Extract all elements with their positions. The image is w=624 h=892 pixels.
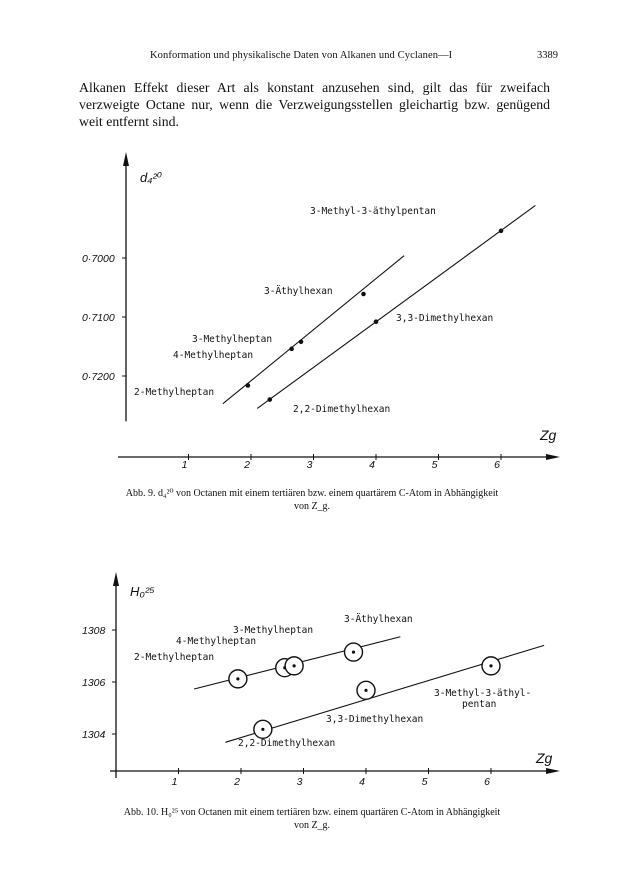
x-tick-label: 4 (369, 459, 375, 471)
regression-line (257, 205, 535, 408)
body-text: Alkanen Effekt dieser Art als konstant anzusehen sind, gilt das für zweifach verzweigte Octane nur, wenn die Verzweigungsstellen gleichartig bzw. genügend weit entfernt sind. (79, 80, 550, 129)
x-tick-label: 3 (296, 776, 303, 788)
point-label: 2,2-Dimethylhexan (238, 738, 336, 749)
y-axis-arrow (113, 572, 119, 586)
point-label: 3,3-Dimethylhexan (396, 313, 494, 324)
page-number: 3389 (537, 50, 558, 61)
x-tick-label: 5 (431, 459, 438, 471)
running-title: Konformation und physikalische Daten von Alkanen und Cyclanen—I (150, 50, 453, 61)
y-tick-label: 0·7200 (82, 371, 115, 383)
y-axis-label: H₀²⁵ (130, 584, 155, 599)
x-axis-label: Zg (536, 750, 553, 766)
data-point (261, 728, 264, 731)
x-tick-label: 6 (494, 459, 500, 471)
figure-10-caption (0, 806, 624, 832)
point-label: 2,2-Dimethylhexan (293, 404, 391, 415)
data-point (374, 319, 379, 324)
y-tick-label: 0·7100 (82, 312, 115, 324)
x-tick-label: 3 (306, 459, 313, 471)
figure-9-caption (0, 487, 624, 513)
figure-9-caption-line1: Abb. 9. d₄²⁰ von Octanen mit einem tertiären bzw. einem quartärem C-Atom in Abhängigkeit (125, 488, 499, 499)
data-point (499, 229, 504, 234)
point-label: 2-Methylheptan (134, 387, 215, 398)
data-point (299, 339, 304, 344)
y-tick-label: 1304 (82, 729, 106, 741)
data-point (236, 677, 239, 680)
point-label: 4-Methylheptan (173, 350, 254, 361)
point-label: 3-Methylheptan (192, 334, 273, 345)
data-point (246, 383, 251, 388)
data-point (289, 347, 294, 352)
data-point (352, 651, 355, 654)
data-point (267, 397, 272, 402)
figure-10-chart (0, 560, 624, 800)
x-axis-arrow (546, 454, 560, 460)
point-label: 3-Methyl-3-äthyl- (434, 688, 532, 699)
regression-line (223, 256, 404, 404)
point-label: 3-Äthylhexan (264, 286, 333, 297)
x-tick-label: 2 (234, 776, 240, 788)
point-label: 4-Methylheptan (176, 636, 257, 647)
x-tick-label: 1 (171, 776, 178, 788)
point-label: 3-Methyl-3-äthylpentan (310, 206, 436, 217)
point-label: 3,3-Dimethylhexan (326, 714, 424, 725)
x-tick-label: 5 (421, 776, 428, 788)
figure-10-caption-line1: Abb. 10. H₀²⁵ von Octanen mit einem tertiären bzw. einem quartären C-Atom in Abhängigkeit (123, 807, 501, 818)
y-tick-label: 1306 (82, 677, 106, 689)
data-point (489, 664, 492, 667)
x-tick-label: 6 (484, 776, 490, 788)
point-label: 3-Äthylhexan (344, 614, 413, 625)
y-tick-label: 1308 (82, 625, 106, 637)
figure-10-caption-line2: von Z_g. (293, 820, 331, 831)
y-tick-label: 0·7000 (82, 253, 115, 265)
x-tick-label: 1 (181, 459, 188, 471)
x-axis-label: Zg (540, 427, 557, 443)
x-tick-label: 2 (244, 459, 250, 471)
point-label: 2-Methylheptan (134, 652, 215, 663)
figure-9-caption-line2: von Z_g. (293, 501, 331, 512)
data-point (361, 292, 366, 297)
y-axis-label: d₄²⁰ (140, 170, 162, 185)
data-point (293, 664, 296, 667)
data-point (364, 689, 367, 692)
point-label: pentan (462, 699, 497, 710)
y-axis-arrow (123, 152, 129, 166)
x-axis-arrow (546, 768, 560, 774)
x-tick-label: 4 (359, 776, 365, 788)
point-label: 3-Methylheptan (233, 625, 314, 636)
